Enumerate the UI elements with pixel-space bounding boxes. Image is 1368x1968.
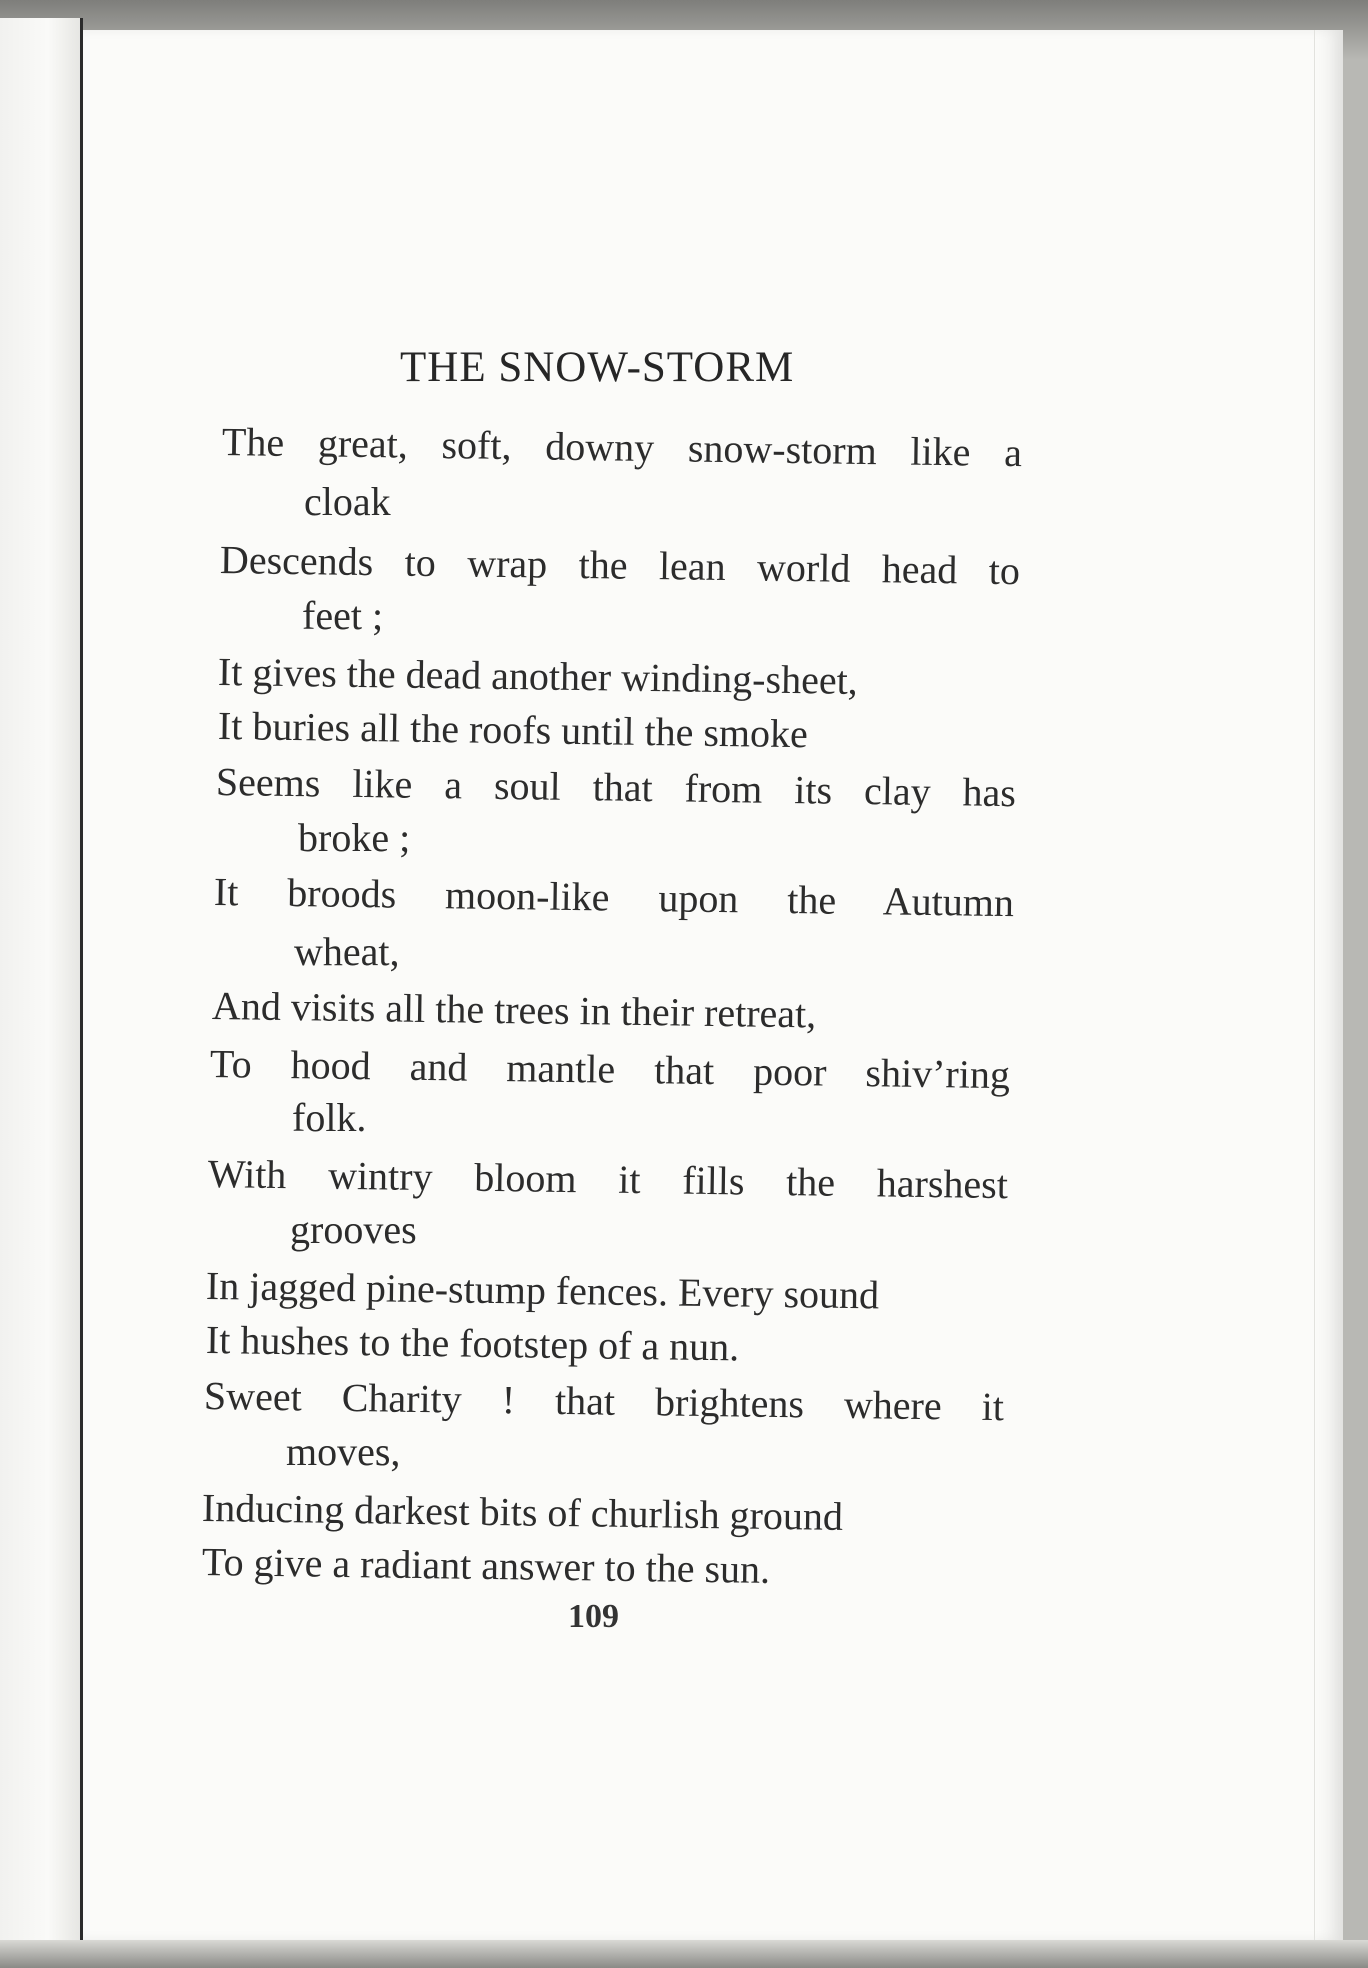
poem-line: To hood and mantle that poor shiv’ring	[209, 1041, 1011, 1098]
scan-bottom-edge	[0, 1940, 1368, 1968]
poem-line: It gives the dead another winding-sheet,	[217, 649, 859, 703]
poem-line: Seems like a soul that from its clay has	[215, 759, 1017, 816]
page-number: 109	[568, 1598, 619, 1635]
poem-line: And visits all the trees in their retreat,	[211, 983, 817, 1037]
poem-line: It broods moon-like upon the Autumn	[213, 869, 1015, 926]
poem-line: folk.	[292, 1095, 367, 1140]
poem-line: The great, soft, downy snow-storm like a	[221, 419, 1023, 476]
poem-line: With wintry bloom it fills the harshest	[207, 1151, 1009, 1208]
poem-line: moves,	[286, 1429, 401, 1474]
page-fore-edge	[1314, 30, 1343, 1940]
poem-line: Inducing darkest bits of churlish ground	[201, 1485, 844, 1539]
poem-line: It hushes to the footstep of a nun.	[205, 1317, 740, 1370]
poem-line: grooves	[290, 1207, 417, 1252]
poem-line: feet ;	[302, 593, 384, 638]
poem-line: Sweet Charity ! that brightens where it	[203, 1373, 1005, 1430]
poem-line: cloak	[304, 479, 391, 524]
poem-line: Descends to wrap the lean world head to	[219, 537, 1021, 594]
poem-line: In jagged pine-stump fences. Every sound	[205, 1263, 880, 1318]
poem-title: THE SNOW-STORM	[400, 344, 795, 391]
poem-line: broke ;	[298, 815, 411, 860]
facing-page-edge	[0, 18, 83, 1943]
poem-line: To give a radiant answer to the sun.	[201, 1539, 771, 1592]
poem-line: wheat,	[294, 929, 400, 974]
poem-line: It buries all the roofs until the smoke	[217, 703, 809, 757]
